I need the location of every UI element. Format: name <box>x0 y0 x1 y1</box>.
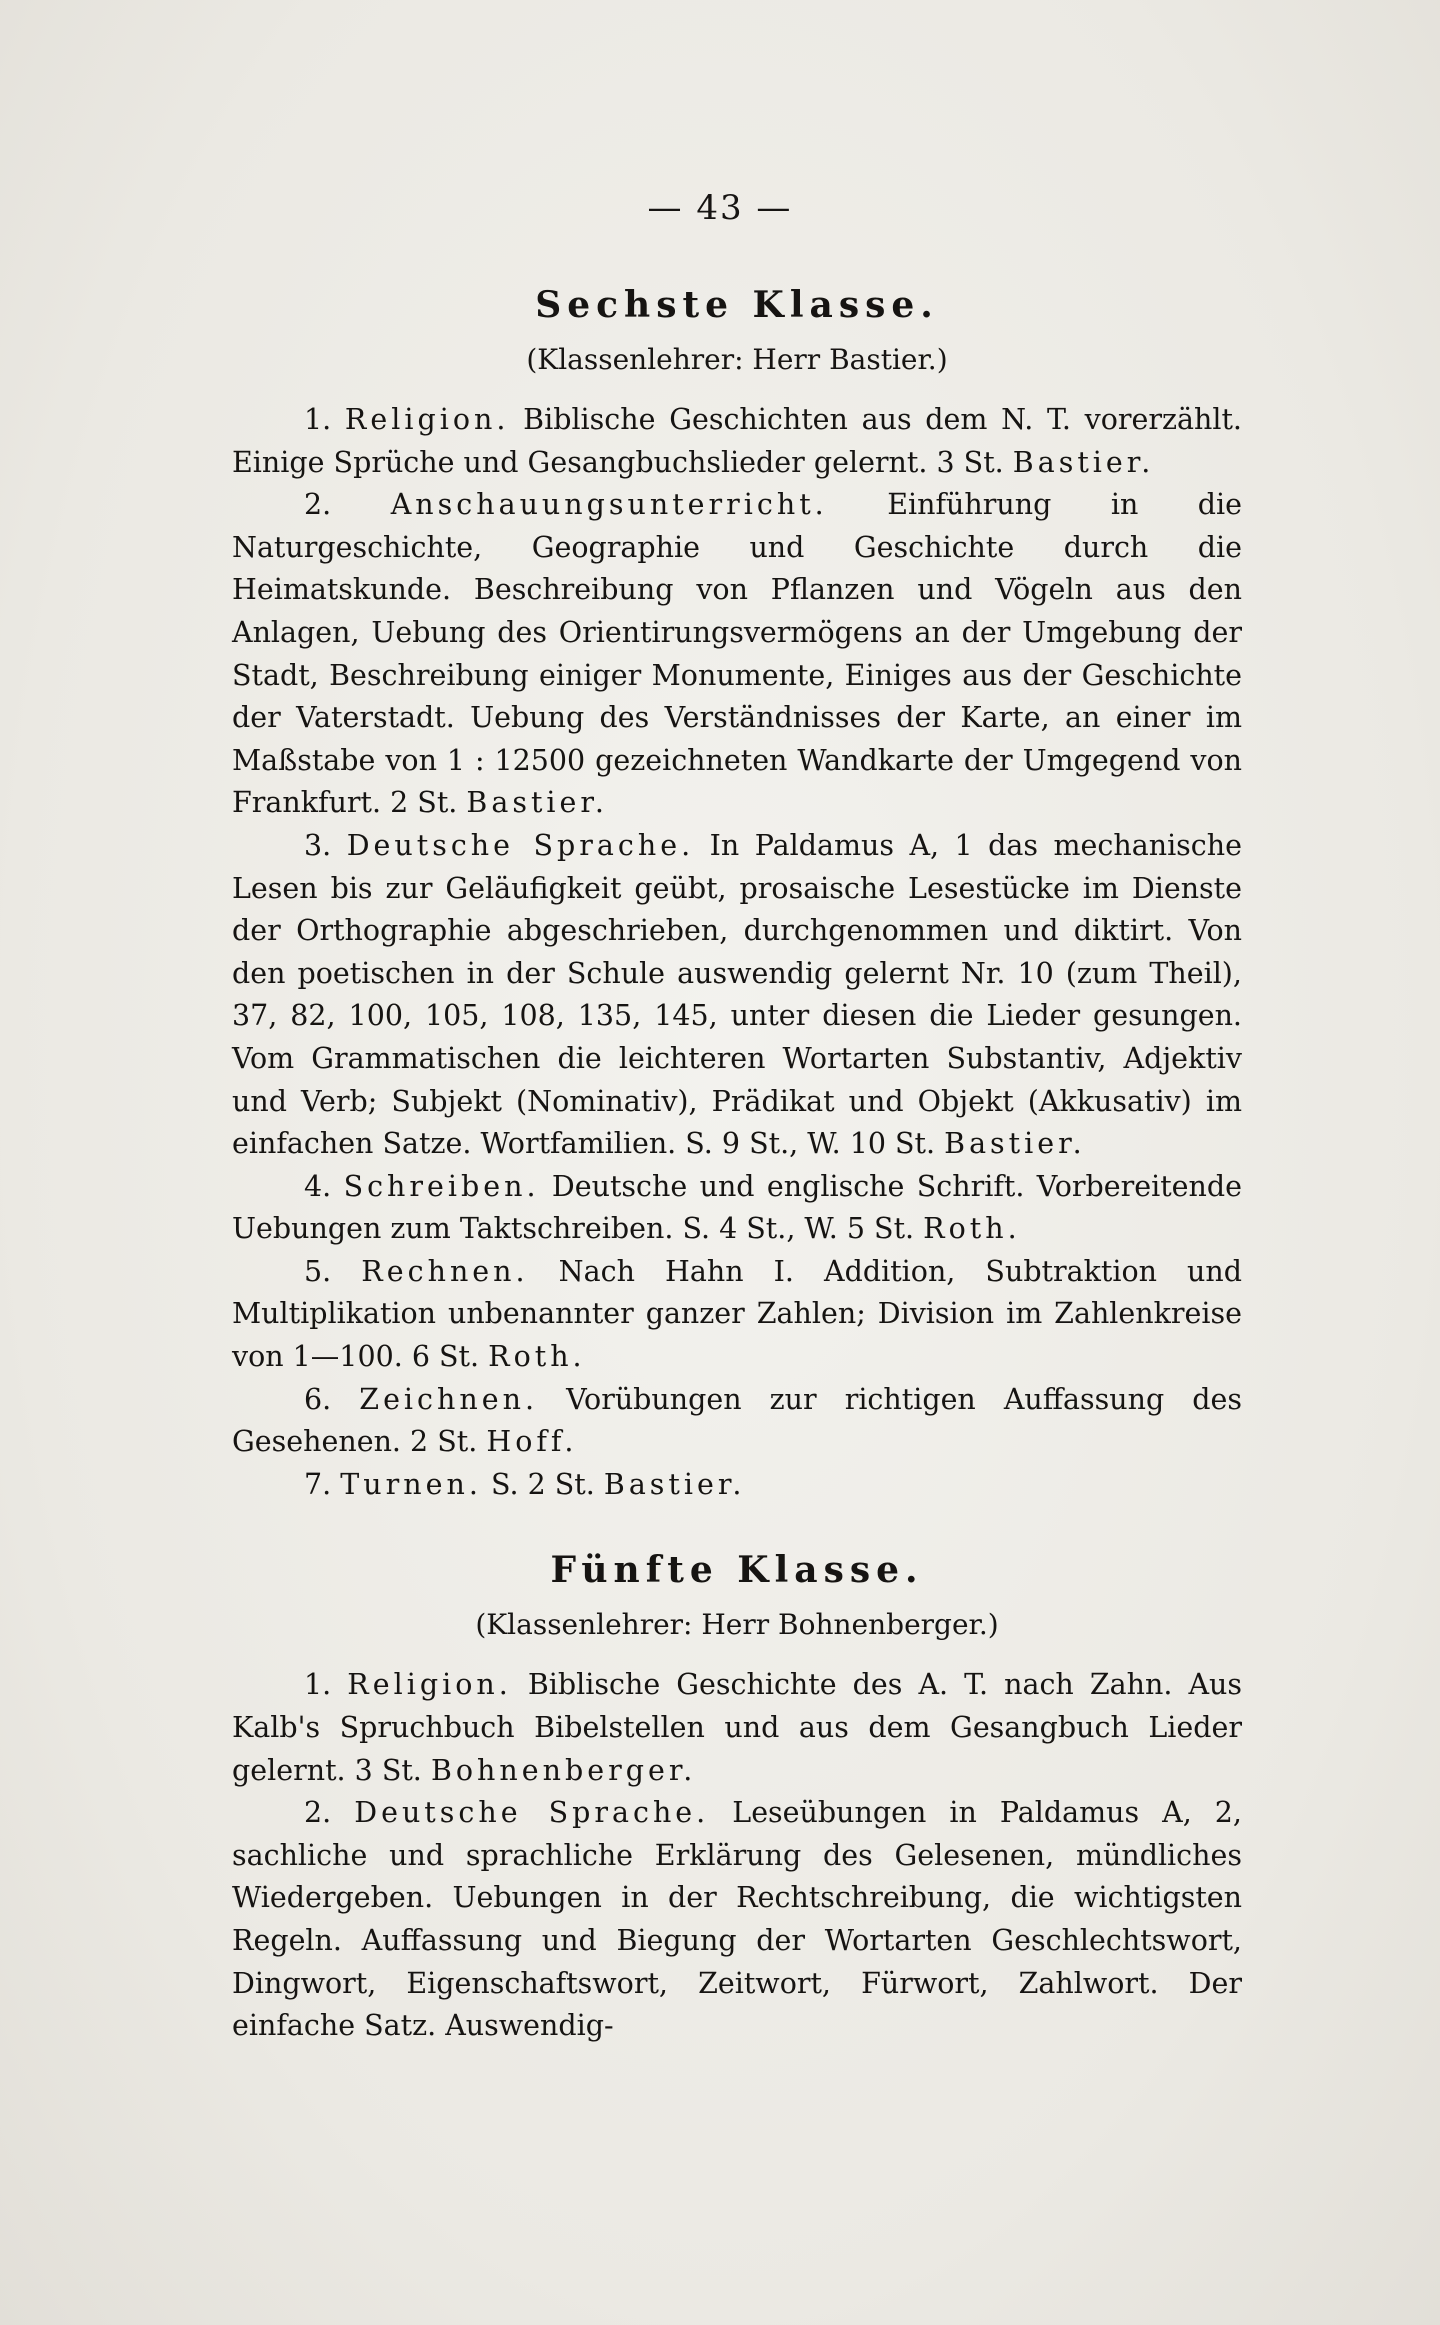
subject-name: Deutsche Sprache. <box>354 1796 710 1830</box>
subject-text: S. 2 St. <box>490 1467 595 1501</box>
subject-teacher: Bastier. <box>466 786 608 820</box>
subject-number: 2. <box>304 488 332 522</box>
subject-number: 2. <box>304 1796 332 1830</box>
text-block <box>232 275 1242 2048</box>
section-title: Sechste Klasse. <box>535 284 939 326</box>
subject-name: Religion. <box>347 1668 512 1702</box>
subject-teacher: Bastier. <box>1012 445 1155 479</box>
subject-text: Einführung in die Naturgeschichte, Geographie und Geschichte durch die Heimatskunde. Beschreibung von Pflanzen und Vögeln aus den Anlagen, Uebung des Orientirungsvermögens an der Umgebung der Stadt, Beschreibung einiger Monumente, Einiges aus der Geschichte der Vaterstadt. Uebung des Verständnisses der Karte, an einer im Maßstabe von 1 : 12500 gezeichneten Wandkarte der Umgegend von Frankfurt. 2 St. <box>232 488 1243 820</box>
subject-religion <box>232 399 1242 484</box>
subject-teacher: Bohnenberger. <box>430 1753 697 1787</box>
subject-text: In Paldamus A, 1 das mechanische Lesen bis zur Geläufigkeit geübt, prosaische Lesestücke im Dienste der Orthographie abgeschrieben, durchgenommen und diktirt. Von den poetischen in der Schule auswendig gelernt Nr. 10 (zum Theil), 37, 82, 100, 105, 108, 135, 145, unter diesen die Lieder gesungen. Vom Grammatischen die leichteren Wortarten Substantiv, Adjektiv und Verb; Subjekt (Nominativ), Prädikat und Objekt (Akkusativ) im einfachen Satze. Wortfamilien. S. 9 St., W. 10 St. <box>232 828 1242 1161</box>
subject-teacher: Roth. <box>488 1340 586 1374</box>
subject-name: Zeichnen. <box>359 1382 539 1416</box>
subject-teacher: Bastier. <box>944 1127 1086 1161</box>
section-fuenfte-klasse <box>232 1540 1242 2047</box>
subject-teacher: Bastier. <box>603 1467 746 1501</box>
subject-text: Biblische Geschichten aus dem N. T. vorerzählt. Einige Sprüche und Gesangbuchslieder gelernt. 3 St. <box>232 403 1242 479</box>
subject-zeichnen <box>232 1379 1242 1464</box>
subject-teacher: Roth. <box>923 1212 1021 1246</box>
subject-deutsche-sprache <box>232 825 1242 1166</box>
subject-name: Turnen. <box>340 1467 482 1501</box>
section-sechste-klasse <box>232 275 1242 1506</box>
subject-number: 1. <box>304 403 332 436</box>
subject-text: Vorübungen zur richtigen Auffassung des Gesehenen. 2 St. <box>232 1382 1243 1459</box>
subject-anschauungsunterricht <box>232 484 1242 825</box>
subject-number: 1. <box>304 1668 332 1702</box>
subject-number: 6. <box>304 1382 332 1416</box>
section-spacer <box>232 1506 1242 1540</box>
subject-name: Religion. <box>344 403 510 436</box>
subject-turnen <box>232 1464 1242 1507</box>
subject-name: Deutsche Sprache. <box>346 828 695 862</box>
subject-name: Schreiben. <box>343 1169 540 1203</box>
subject-name: Anschauungsunterricht. <box>390 488 828 522</box>
subject-number: 5. <box>304 1254 332 1288</box>
subject-number: 3. <box>304 828 332 862</box>
subject-teacher: Hoff. <box>486 1425 578 1459</box>
subject-religion <box>232 1664 1242 1792</box>
subject-text: Biblische Geschichte des A. T. nach Zahn. Aus Kalb's Spruchbuch Bibelstellen und aus dem Gesangbuch Lieder gelernt. 3 St. <box>232 1668 1243 1787</box>
subject-name: Rechnen. <box>361 1254 529 1288</box>
subject-text: Deutsche und englische Schrift. Vorbereitende Uebungen zum Taktschreiben. S. 4 St., W. 5 St. <box>232 1169 1243 1246</box>
class-teacher: (Klassenlehrer: Herr Bohnenberger.) <box>475 1608 999 1642</box>
subject-text: Nach Hahn I. Addition, Subtraktion und Multiplikation unbenannter ganzer Zahlen; Division im Zahlenkreise von 1—100. 6 St. <box>232 1254 1243 1374</box>
class-teacher: (Klassenlehrer: Herr Bastier.) <box>526 343 948 376</box>
subject-text: Leseübungen in Paldamus A, 2, sachliche und sprachliche Erklärung des Gelesenen, mündliches Wiedergeben. Uebungen in der Rechtschreibung, die wichtigsten Regeln. Auffassung und Biegung der Wortarten Geschlechtswort, Dingwort, Eigenschaftswort, Zeitwort, Fürwort, Zahlwort. Der einfache Satz. Auswendig- <box>232 1796 1242 2043</box>
subject-rechnen <box>232 1251 1242 1379</box>
subject-schreiben <box>232 1166 1242 1251</box>
subject-number: 7. <box>304 1467 332 1501</box>
subject-deutsche-sprache <box>232 1792 1242 2048</box>
subject-number: 4. <box>304 1169 332 1203</box>
page-number: — 43 — <box>647 188 793 228</box>
section-title: Fünfte Klasse. <box>550 1549 924 1592</box>
